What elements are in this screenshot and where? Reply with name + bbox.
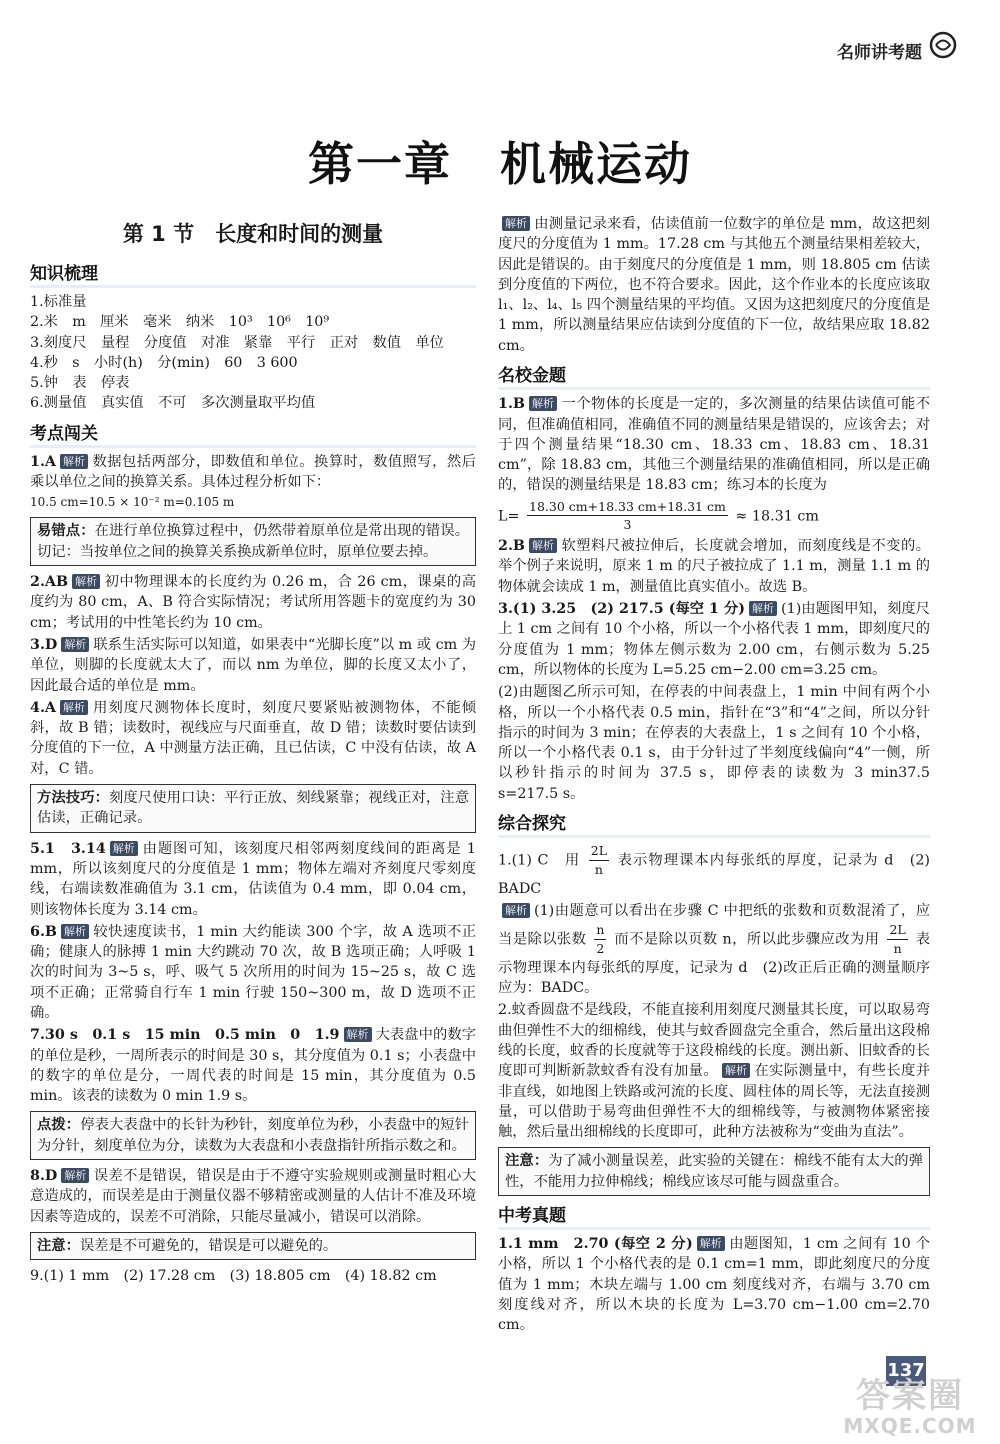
answer-9-analysis: 解析 由测量记录来看，估读值前一位数字的单位是 mm，故这把刻度尺的分度值为 1 mm。17.28 cm 与其他五个测量结果相差较大，因此是错误的。由于刻度尺的分度值是 1 mm，则 18.805 cm 估读到分度值的下两位，也不符合要求。因此，这个作业本的长度应该取 l₁、l₂、l₄、l₅ 四个测量结果的平均值。又因为这把刻度尺的分度值是 1 mm，所以测量结果应估读到分度值的下一位，故结果应取 18.82 cm。 [498,216,930,354]
analysis-tag: 解析 [72,574,100,589]
page-number: 137 [886,1356,926,1386]
note-box-attention-2: 注意：为了减小测量误差，此实验的关键在：棉线不能有太大的弹性，不能用力拉伸棉线；棉线应该尽可能与圆盘重合。 [498,1147,930,1196]
note-box-mistake: 易错点：在进行单位换算过程中，仍然带着原单位是常出现的错误。切记：当按单位之间的换算关系换成新单位时，原单位要去掉。 [30,517,476,566]
exam-answer-1: 1.1 mm 2.70 (每空 2 分) 解析 由题图知，1 cm 之间有 10 个小格，所以 1 个小格代表的是 0.1 cm=1 mm，即此刻度尺的分度值为 1 mm；木块左端与 1.00 cm 刻度线对齐，右端与 3.70 cm 刻度线对齐，所以木块的长度为 L=3.70 cm−1.00 cm=2.70 cm。 [498,1236,931,1334]
knowledge-4: 4.秒 s 小时(h) 分(min) 60 3 600 [30,354,298,371]
brand-logo-icon [928,30,958,64]
analysis-tag: 解析 [61,924,89,939]
heading-checkpoints: 考点闯关 [30,422,476,448]
answer-5: 5.1 3.14 解析 由题图可知，该刻度尺相邻两刻度线间的距离是 1 mm，所以该刻度尺的分度值是 1 mm；物体左端对齐刻度尺零刻度线，右端读数准确值为 3.1 cm，估读值为 0.4 mm，即 0.04 cm，则该物体长度为 3.14 cm。 [30,840,476,918]
brand: 名师讲考题 [837,43,922,63]
school-answer-3-part2: (2)由题图乙所示可知，在停表的中间表盘上，1 min 中间有两个小格，所以一个小格代表 0.5 min，指针在“3”和“4”之间，所以分针指示的时间为 3 min；在停表的大表盘上，1 s 之间有 10 个小格，所以一个小格代表 0.1 s，由于分针过了半刻度线偏向“4”一侧，所以秒针指示的时间为 37.5 s，即停表的读数为 3 min37.5 s=217.5 s。 [498,684,930,802]
chapter-title: 第一章 机械运动 [308,137,692,191]
heading-exam-questions: 中考真题 [498,1204,930,1230]
answer-9: 9.(1) 1 mm (2) 17.28 cm (3) 18.805 cm (4) 18.82 cm [30,1268,437,1285]
analysis-tag: 解析 [60,700,88,715]
knowledge-1: 1.标准量 [30,293,87,310]
comprehensive-answer-1: 1.(1) C 用 $\frac{2L}{n}$ 表示物理课本内每张纸的厚度，记录为 d (2) BADC [498,843,931,897]
school-answer-3: 3.(1) 3.25 (2) 217.5 (每空 1 分) 解析 (1)由题图甲知，刻度尺上 1 cm 之间有 10 个小格，所以一个小格代表 1 mm，即刻度尺的分度值为 1 mm；物体左侧示数为 2.00 cm，右侧示数为 5.25 cm，所以物体的长度为 L=5.25 cm−2.00 cm=3.25 cm。 [498,601,930,678]
analysis-tag: 解析 [502,903,530,918]
analysis-tag: 解析 [61,637,89,652]
analysis-tag: 解析 [61,1168,89,1183]
knowledge-5: 5.钟 表 停表 [30,375,130,392]
answer-4: 4.A 解析 用刻度尺测物体长度时，刻度尺要紧贴被测物体，不能倾斜，故 B 错；读数时，视线应与尺面垂直，故 D 错；读数时要估读到分度值的下一位，A 中测量方法正确，且已估读，C 中没有估读，故 A 对，C 错。 [30,699,476,777]
section-title: 第 1 节 长度和时间的测量 [122,222,384,246]
knowledge-2: 2.米 m 厘米 毫米 纳米 10³ 10⁶ 10⁹ [30,314,330,331]
knowledge-6: 6.测量值 真实值 不可 多次测量取平均值 [30,395,316,412]
answer-3: 3.D 解析 联系生活实际可以知道，如果表中“光脚长度”以 m 或 cm 为单位，则脚的长度就太大了，而以 nm 为单位，脚的长度又太小了，因此最合适的单位是 mm。 [30,636,476,694]
answer-1: 1.A 解析 数据包括两部分，即数值和单位。换算时，数值照写，然后乘以单位之间的换算关系。具体过程分析如下： [30,453,476,491]
watermark: 答案圈 MXQE.COM [843,1376,977,1439]
analysis-tag: 解析 [697,1236,725,1251]
right-column [498,212,930,1338]
heading-knowledge: 知识梳理 [30,262,476,288]
answer-8: 8.D 解析 误差不是错误，错误是由于不遵守实验规则或测量时粗心大意造成的，而误差是由于测量仪器不够精密或测量的人估计不准及环境因素等造成的，误差不可消除，只能尽量减小，错误可以消除。 [30,1168,476,1225]
left-column [30,212,476,1289]
answer-7: 7.30 s 0.1 s 15 min 0.5 min 0 1.9 解析 大表盘中的数字的单位是秒，一周所表示的时间是 30 s，其分度值为 0.1 s；小表盘中的数字的单位是分，一周代表的时间是 15 min，其分度值为 0.5 min。该表的读数为 0 min 1.9 s。 [30,1027,477,1105]
heading-school-questions: 名校金题 [498,364,930,390]
knowledge-3: 3.刻度尺 量程 分度值 对准 紧靠 平行 正对 数值 单位 [30,334,444,351]
school-answer-1: 1.B 解析 一个物体的长度是一定的，多次测量的结果估读值可能不同，但准确值相同，准确值不同的测量结果是错误的，应该舍去；对于四个测量结果“18.30 cm、18.33 cm、18.83 cm、18.31 cm”，除 18.83 cm，其他三个测量结果的准确值相同，所以是正确的，错误的测量结果是 18.83 cm；练习本的长度为 [498,396,930,494]
analysis-tag: 解析 [110,841,138,856]
note-box-attention: 注意：误差是不可避免的，错误是可以避免的。 [30,1232,476,1260]
analysis-tag: 解析 [344,1027,372,1042]
comprehensive-analysis-1: 解析 (1)由题意可以看出在步骤 C 中把纸的张数和页数混淆了，应当是除以张数 $\frac{n}{2}$ 而不是除以页数 n，所以此步骤应改为用 $\frac{2L}{n}$ 表示物理课本内每张纸的厚度，记录为 d (2)改正后正确的测量顺序应为：BADC。 [498,902,931,997]
heading-comprehensive: 综合探究 [498,812,930,838]
analysis-tag: 解析 [529,396,557,411]
conversion-calc: 10.5 cm=10.5 × 10⁻² m=0.105 m [30,495,235,510]
school-answer-2: 2.B 解析 软塑料尺被拉伸后，长度就会增加，而刻度线是不变的。举个例子来说明，原来 1 m 的尺子被拉成了 1.1 m，测量 1.1 m 的物体就会读成 1 m，测量值比真实值小。故选 B。 [498,538,930,595]
analysis-tag: 解析 [722,1063,750,1078]
note-box-method: 方法技巧：刻度尺使用口诀：平行正放、刻线紧靠；视线正对，注意估读，正确记录。 [30,784,476,833]
analysis-tag: 解析 [60,454,88,469]
answer-2: 2.AB 解析 初中物理课本的长度约为 0.26 m，合 26 cm，课桌的高度约为 80 cm，A、B 符合实际情况；考试所用答题卡的宽度约为 30 cm；考试用的中性笔长约为 10 cm。 [30,574,476,631]
answer-6: 6.B 解析 较快速度读书，1 min 大约能读 300 个字，故 A 选项不正确；健康人的脉搏 1 min 大约跳动 70 次，故 B 选项正确；人呼吸 1 次的时间为 3~5 s，呼、吸气 5 次所用的时间为 15~25 s，故 C 选项不正确；正常骑自行车 1 min 行驶 150~300 m，故 D 选项不正确。 [30,923,476,1021]
note-box-tip: 点拨：停表大表盘中的长针为秒针，刻度单位为秒，小表盘中的短针为分针，刻度单位为分，读数为大表盘和小表盘指针所指示数之和。 [30,1111,476,1160]
analysis-tag: 解析 [502,216,530,231]
analysis-tag: 解析 [529,538,557,553]
analysis-tag: 解析 [749,601,777,616]
average-formula: L= $\frac{18.30 cm+18.33 cm+18.31 cm}{3}$ ≈ 18.31 cm [498,498,819,533]
comprehensive-answer-2: 2.蚊香圆盘不是线段，不能直接利用刻度尺测量其长度，可以取易弯曲但弹性不大的细棉线，使其与蚊香圆盘完全重合，然后量出这段棉线的长度，蚊香的长度就等于这段棉线的长度。测出新、旧蚊香的长度即可判断新款蚊香有没有加量。 解析 在实际测量中，有些长度并非直线，如地图上铁路或河流的长度、圆柱体的周长等，无法直接测量，可以借助于易弯曲但弹性不大的细棉线等，与被测物体紧密接触，然后量出细棉线的长度即可，此种方法被称为“变曲为直法”。 [498,1002,930,1141]
